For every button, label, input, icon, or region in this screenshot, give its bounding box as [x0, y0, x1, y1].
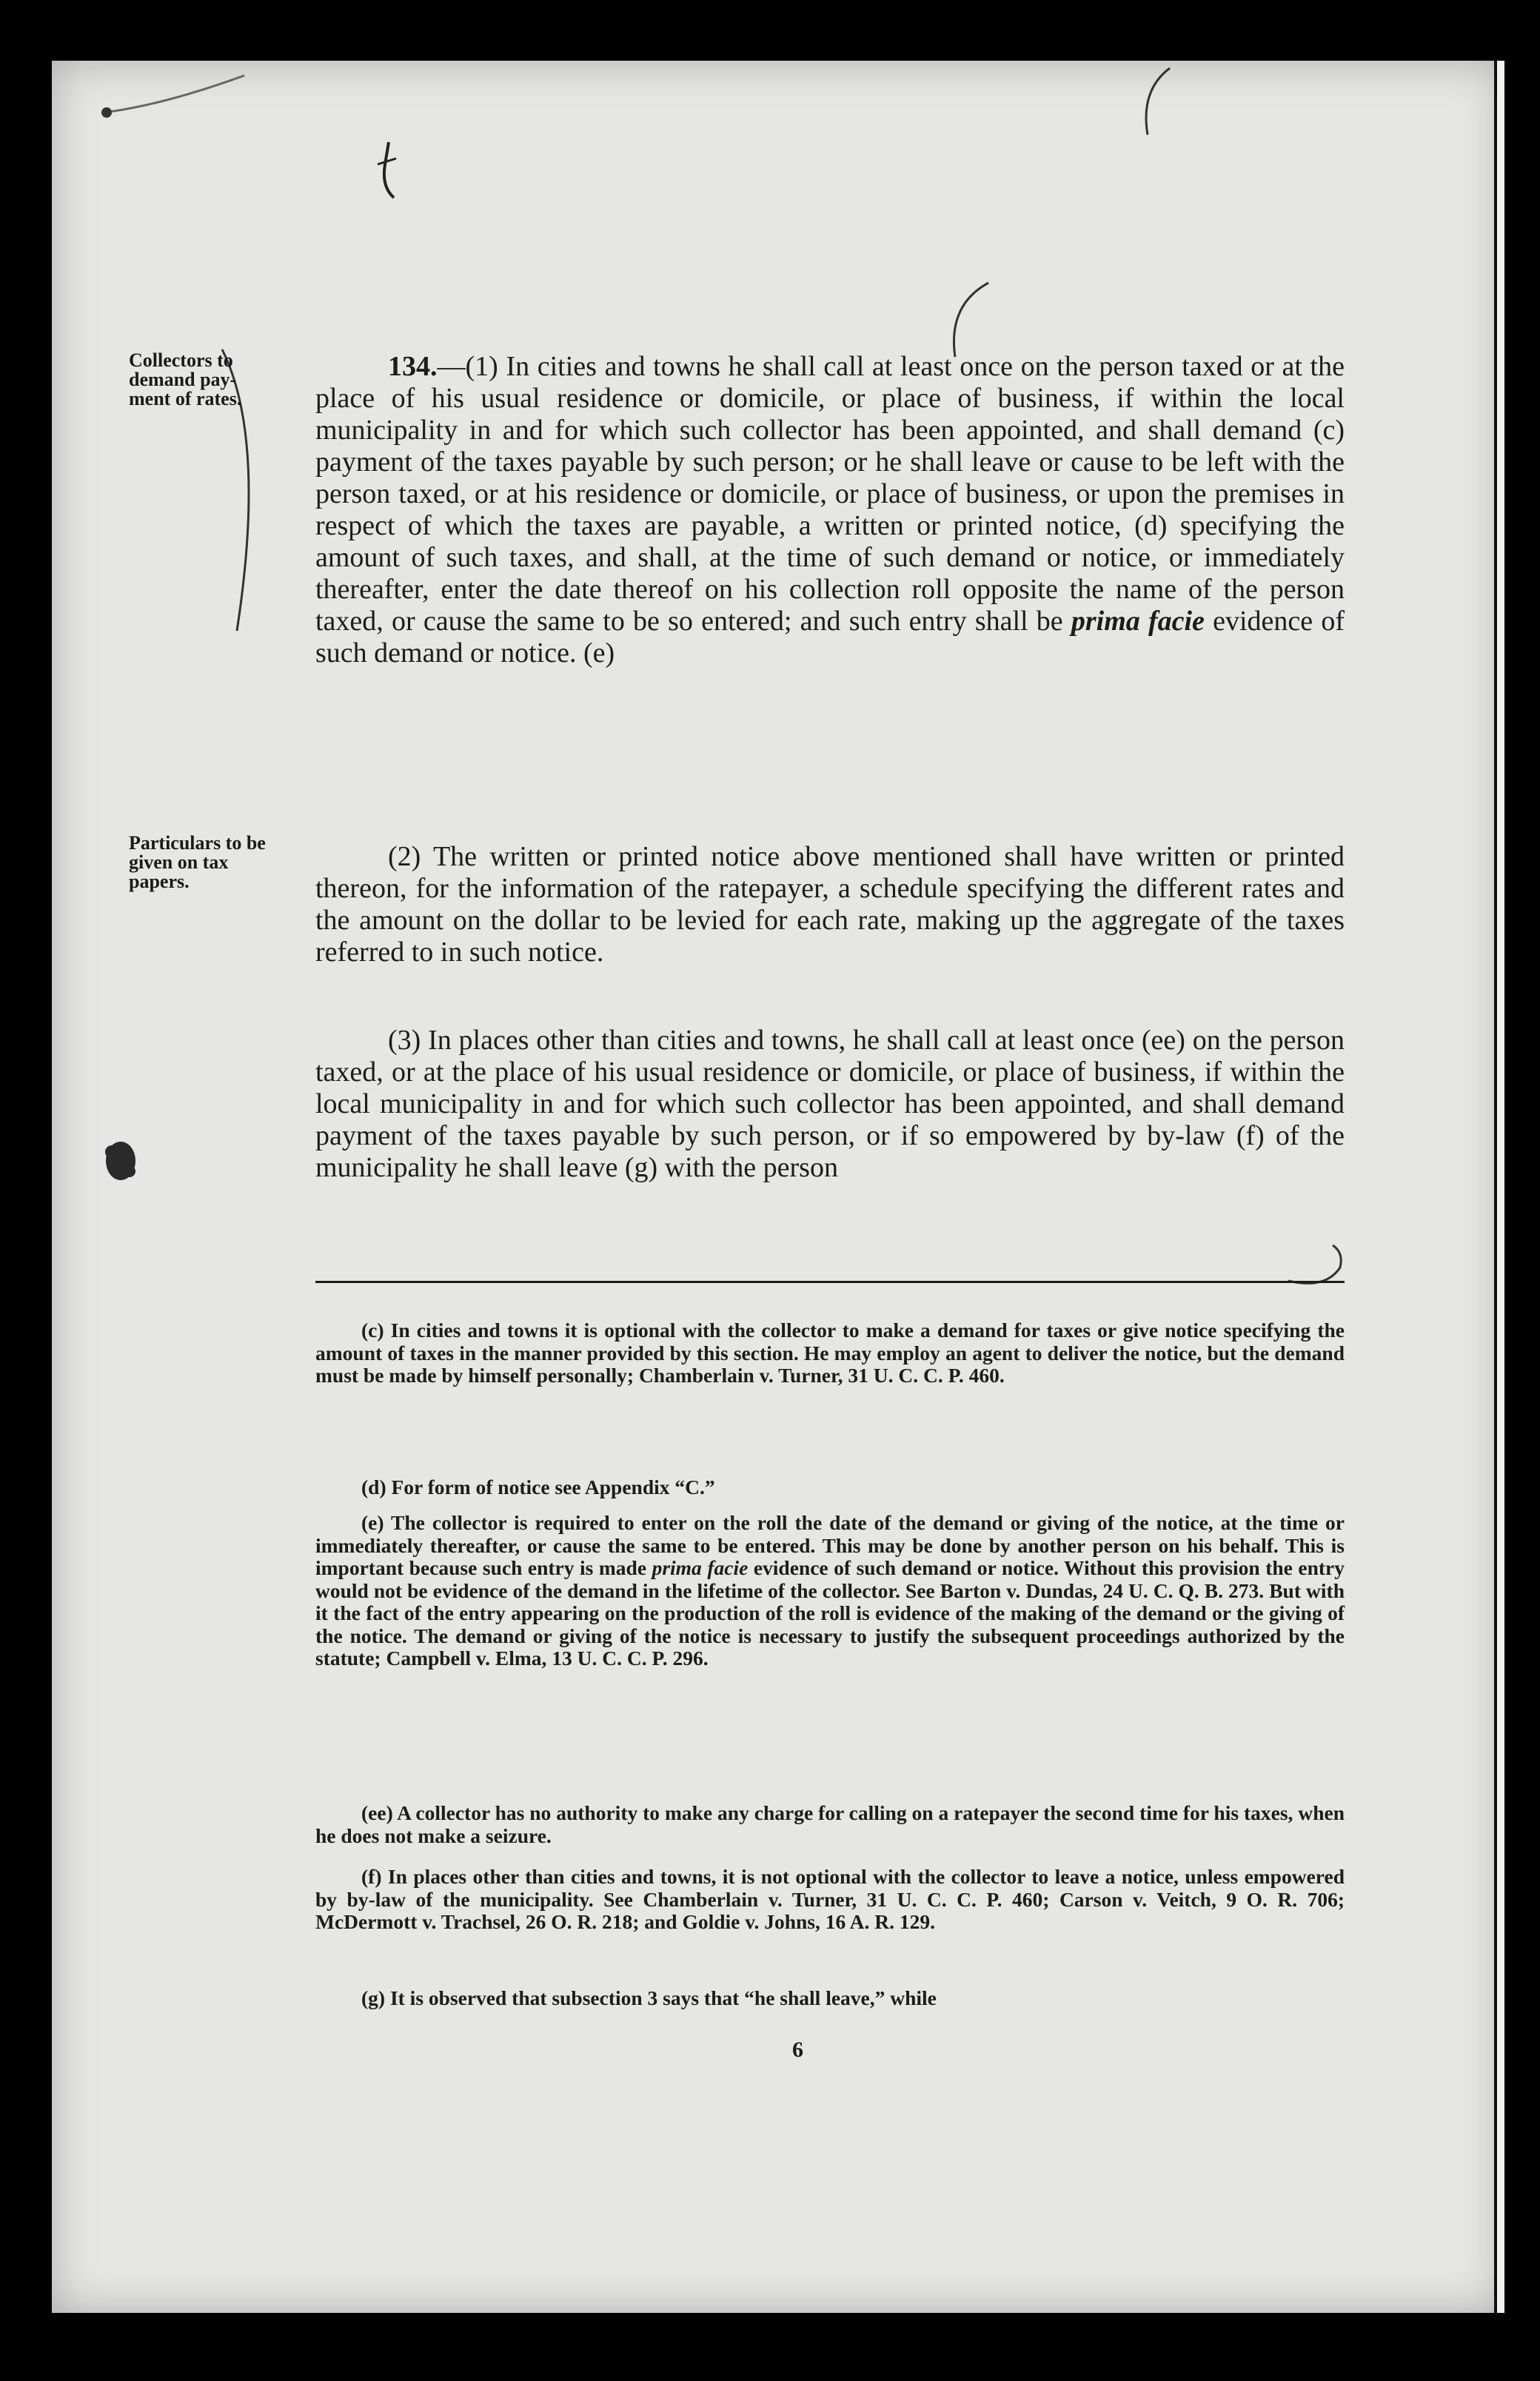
footnote-e: [315, 1512, 1345, 1670]
subsection-1-end: evidence of such demand or notice. (e): [315, 606, 1345, 669]
footnote-f: (f) In places other than cities and towns, it is not optional with the collector to leave a notice, unless empowered by by-law of the municipality. See Chamberlain v. Turner, 31 U. C. C. P. 460; Carson v. Veitch, 9 O. R. 706; McDermott v. Trachsel, 26 O. R. 218; and Goldie v. Johns, 16 A. R. 129.: [315, 1865, 1345, 1933]
page-edge-strip: [1494, 61, 1504, 2313]
page-number: 6: [792, 2037, 803, 2062]
footnote-c: (c) In cities and towns it is optional with the collector to make a demand for taxes or give notice specifying the amount of taxes in the manner provided by this section. He may employ an agent to deliver the notice, but the demand must be made by himself personally; Chamberlain v. Turner, 31 U. C. C. P. 460.: [315, 1319, 1345, 1387]
ink-blot: [93, 1127, 152, 1193]
margin-note-particulars: Particulars to be given on tax papers.: [129, 832, 266, 892]
footnote-e-end: evidence of such demand or notice. Without this provision the entry would not be evidence of the demand in the lifetime of the collector. See Barton v. Dundas, 24 U. C. Q. B. 273. But with it the fact of the entry appearing on the production of the roll is evidence of the making of the demand or the giving of the notice. The demand or giving of the notice is necessary to justify the subsequent proceedings authorized by the statute; Campbell v. Elma, 13 U. C. C. P. 296.: [315, 1556, 1345, 1670]
section-134-subsection-2: (2) The written or printed notice above mentioned shall have written or printed thereon, for the information of the ratepayer, a schedule specifying the different rates and the amount on the dollar to be levied for each rate, making up the aggregate of the taxes referred to in such notice.: [315, 841, 1345, 968]
pencil-arc-top-right: [1088, 61, 1192, 150]
footnote-g: (g) It is observed that subsection 3 says that “he shall leave,” while: [361, 1986, 937, 2009]
pencil-scribble-top: [96, 61, 407, 224]
section-number: 134.: [388, 351, 438, 382]
footnote-e-italic: prima facie: [652, 1556, 749, 1579]
footnote-ee: (ee) A collector has no authority to make any charge for calling on a ratepayer the second time for his taxes, when he does not make a seizure.: [315, 1801, 1345, 1847]
footnote-d: (d) For form of notice see Appendix “C.”: [361, 1476, 715, 1498]
section-134-subsection-1: [315, 351, 1345, 669]
subsection-1-italic: prima facie: [1071, 606, 1205, 637]
margin-note-collectors: Collectors to demand pay-ment of rates.: [129, 349, 242, 409]
subsection-1-text: —(1) In cities and towns he shall call at least once on the person taxed or at the place of his usual residence or domicile, or place of business, if within the local municipality in and for which such collector has been appointed, and shall demand (c) payment of the taxes payable by such person; or he shall leave or cause to be left with the person taxed, or at his residence or domicile, or place of business, or upon the premises in respect of which the taxes are payable, a written or printed notice, (d) specifying the amount of such taxes, and shall, at the time of such demand or notice, or immediately thereafter, enter the date thereof on his collection roll opposite the name of the person taxed, or cause the same to be so entered; and such entry shall be: [315, 351, 1345, 637]
footnote-e-text: (e) The collector is required to enter on the roll the date of the demand or giving of the notice, at the time or immediately thereafter, or cause the same to be entered. This may be done by another person on his behalf. This is important because such entry is made: [315, 1511, 1345, 1579]
section-134-subsection-3: (3) In places other than cities and towns, he shall call at least once (ee) on the person taxed, or at the place of his usual residence or domicile, or place of business, if within the local municipality in and for which such collector has been appointed, and shall demand payment of the taxes payable by such person, or if so empowered by by-law (f) of the municipality he shall leave (g) with the person: [315, 1025, 1345, 1183]
pencil-curl-bottom-rule: [1281, 1238, 1355, 1297]
document-page: [52, 61, 1504, 2313]
footnote-divider: [315, 1281, 1345, 1283]
